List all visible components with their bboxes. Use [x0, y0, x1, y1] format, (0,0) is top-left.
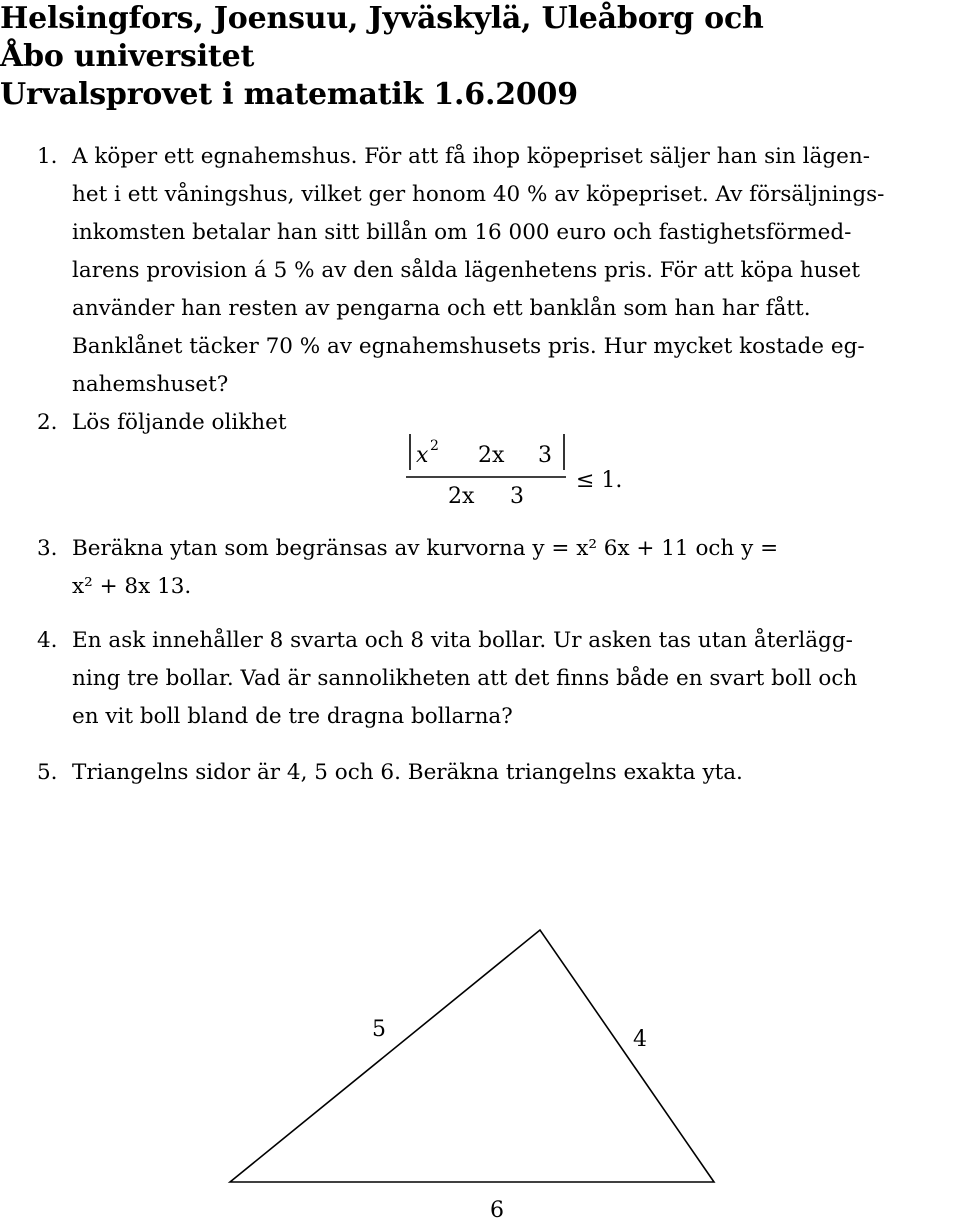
numerator-constant: 3 — [538, 443, 552, 468]
problem-number: 1. — [37, 144, 58, 169]
problem-text-line: en vit boll bland de tre dragna bollarna? — [72, 704, 513, 729]
triangle — [230, 930, 714, 1182]
problem-text-line: Lös följande olikhet — [72, 410, 287, 435]
problem-text-line: inkomsten betalar han sitt billån om 16 000 euro och fastighetsförmed- — [72, 220, 852, 245]
denominator-constant: 3 — [510, 484, 524, 509]
problem-text-line: Banklånet täcker 70 % av egnahemshusets pris. Hur mycket kostade eg- — [72, 334, 865, 359]
title-line-2: Åbo universitet — [0, 39, 255, 74]
problem-text-line: het i ett våningshus, vilket ger honom 40 % av köpepriset. Av försäljnings- — [72, 182, 885, 207]
problem-number: 4. — [37, 628, 58, 653]
inequality-formula — [406, 434, 622, 509]
inequality-relation: ≤ 1. — [576, 468, 623, 493]
problem-text-line: Triangelns sidor är 4, 5 och 6. Beräkna triangelns exakta yta. — [72, 760, 743, 785]
numerator-x: x — [416, 443, 429, 468]
problem-text-line: A köper ett egnahemshus. För att få ihop köpepriset säljer han sin lägen- — [72, 144, 870, 169]
triangle-figure — [230, 930, 714, 1220]
problem-number: 5. — [37, 760, 58, 785]
problem-text-line: En ask innehåller 8 svarta och 8 vita bollar. Ur asken tas utan återlägg- — [72, 628, 853, 653]
numerator-term: 2x — [478, 443, 505, 468]
problem-text-line: använder han resten av pengarna och ett banklån som han har fått. — [72, 296, 811, 321]
denominator-term: 2x — [448, 484, 475, 509]
side-label-left: 5 — [372, 1017, 386, 1042]
problem-text-line: x² + 8x 13. — [72, 574, 192, 599]
side-label-bottom: 6 — [490, 1198, 504, 1220]
problem-number: 3. — [37, 536, 58, 561]
problem-number: 2. — [37, 410, 58, 435]
side-label-right: 4 — [633, 1027, 647, 1052]
problem-text-line: Beräkna ytan som begränsas av kurvorna y = x² 6x + 11 och y = — [72, 536, 779, 561]
title-line-1: Helsingfors, Joensuu, Jyväskylä, Uleåborg och — [0, 1, 764, 36]
problem-text-line: nahemshuset? — [72, 372, 229, 397]
problem-text-line: ning tre bollar. Vad är sannolikheten att det finns både en svart boll och — [72, 666, 858, 691]
numerator-exponent: 2 — [430, 438, 439, 454]
title-line-3: Urvalsprovet i matematik 1.6.2009 — [0, 77, 578, 112]
problem-text-line: larens provision á 5 % av den sålda lägenhetens pris. För att köpa huset — [72, 258, 860, 283]
